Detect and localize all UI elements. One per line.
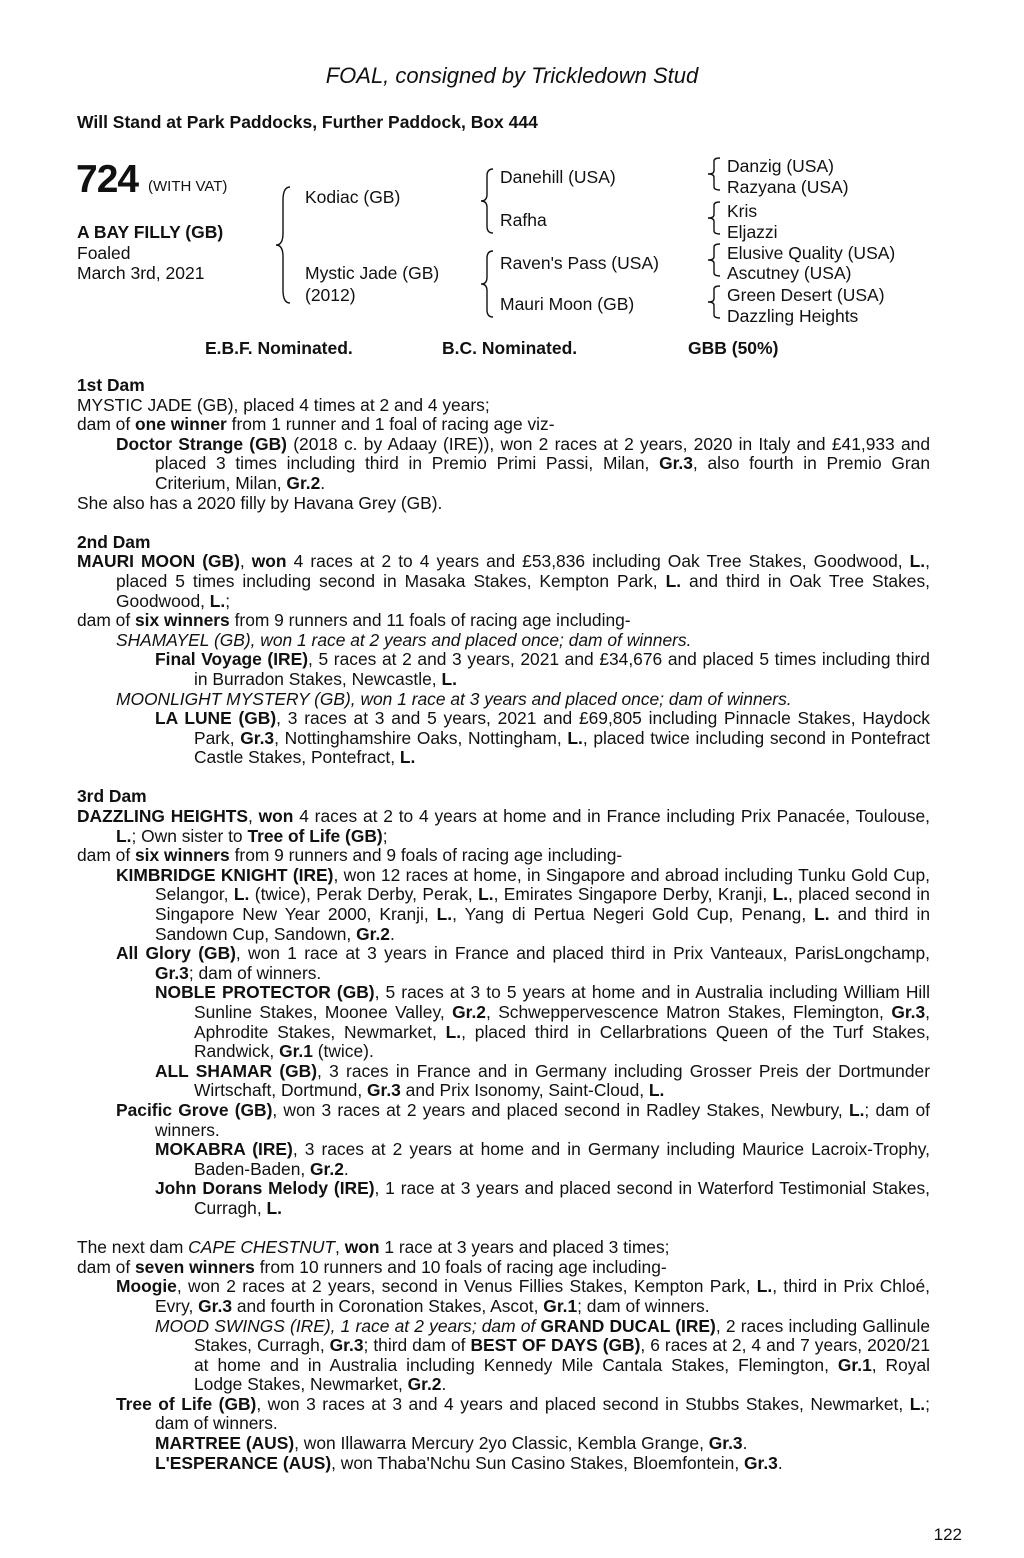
- entry-text: She also has a 2020 filly by Havana Grey (GB).: [77, 492, 443, 513]
- entry-text: Gr.2: [356, 923, 390, 944]
- bc-nomination: B.C. Nominated.: [442, 338, 578, 358]
- dam-year: (2012): [305, 285, 356, 305]
- page-title: FOAL, consigned by Trickledown Stud: [325, 63, 699, 88]
- entry-text: (twice).: [312, 1041, 374, 1062]
- sire-sire: Danehill (USA): [500, 167, 616, 187]
- entry-text: SHAMAYEL (GB), won 1 race at 2 years and placed once; dam of winners.: [116, 629, 692, 650]
- entry-text: .: [389, 923, 395, 944]
- pedigree-entry: [77, 650, 930, 689]
- entry-text: dam of: [77, 610, 135, 631]
- entry-text: won: [251, 551, 287, 572]
- entry-text: Gr.3: [659, 453, 693, 474]
- brace-ggp-4: [708, 285, 720, 319]
- pedigree-entry: [77, 1179, 930, 1218]
- entry-text: , 3 races in France and in Germany including Grosser Preis der Dortmunder Wirtschaft, Dortmund,: [194, 1060, 930, 1101]
- entry-text: L.: [848, 1099, 865, 1120]
- entry-text: Gr.2: [286, 472, 321, 493]
- entry-text: LA LUNE (GB): [155, 708, 277, 729]
- entry-text: L.: [445, 1021, 462, 1042]
- entry-text: , 2 races including Gallinule Stakes, Curragh,: [194, 1315, 930, 1356]
- entry-text: , Yang di Pertua Negeri Gold Cup, Penang,: [452, 904, 815, 925]
- entry-text: and third in Sandown Cup, Sandown,: [155, 904, 930, 944]
- entry-text: L'ESPERANCE (AUS): [155, 1452, 332, 1473]
- entry-text: , 6 races at 2, 4 and 7 years, 2020/21 at home and in Australia including Kennedy Mile Cantala Stakes, Flemington,: [194, 1335, 930, 1375]
- foaled-label: Foaled: [77, 243, 131, 263]
- entry-text: ; Own sister to: [131, 825, 248, 846]
- entry-text: from 9 runners and 9 foals of racing age including-: [229, 845, 623, 866]
- entry-text: L.: [909, 1393, 926, 1414]
- entry-text: Gr.1: [837, 1354, 872, 1375]
- ggp-2: Razyana (USA): [727, 177, 849, 197]
- entry-text: Final Voyage (IRE): [155, 649, 308, 670]
- pedigree-entry: [77, 1434, 930, 1454]
- pedigree-entry: [77, 415, 930, 435]
- ggp-3: Kris: [727, 201, 758, 221]
- entry-text: Doctor Strange (GB): [116, 433, 287, 454]
- ggp-7: Green Desert (USA): [727, 285, 885, 305]
- entry-text: , won 3 races at 2 years and placed second in Radley Stakes, Newbury,: [272, 1099, 849, 1120]
- entry-text: MOKABRA (IRE): [155, 1139, 293, 1160]
- entry-text: ; dam of winners.: [188, 962, 322, 983]
- ggp-8: Dazzling Heights: [727, 306, 859, 326]
- entry-text: , 3 races at 3 and 5 years, 2021 and £69,805 including Pinnacle Stakes, Haydock Park,: [194, 708, 930, 748]
- pedigree-entry: [77, 690, 930, 710]
- pedigree-entry: [77, 1140, 930, 1179]
- entry-text: (twice), Perak Derby, Perak,: [249, 884, 479, 905]
- entry-text: L.: [116, 825, 132, 846]
- entry-text: , 1 race at 3 years and placed second in Waterford Testimonial Stakes, Curragh,: [194, 1178, 930, 1218]
- entry-text: L.: [756, 1276, 773, 1297]
- entry-text: ;: [225, 590, 231, 611]
- entry-text: , won 12 races at home, in Singapore and abroad including Tunku Gold Cup, Selangor,: [155, 864, 930, 905]
- stand-location: Will Stand at Park Paddocks, Further Paddock, Box 444: [77, 112, 538, 132]
- entry-text: won: [344, 1237, 380, 1258]
- entry-text: from 9 runners and 11 foals of racing age including-: [229, 610, 631, 631]
- entry-text: ;: [382, 825, 388, 846]
- entry-text: (2018 c. by Adaay (IRE)), won 2 races at 2 years, 2020 in Italy and £41,933 and placed 3 times including third in Premio Primi Passi, Milan,: [155, 433, 930, 474]
- entry-text: L.: [814, 904, 830, 925]
- entry-text: dam of: [77, 1256, 135, 1277]
- dam-section: [77, 1238, 930, 1473]
- entry-text: , 5 races at 2 and 3 years, 2021 and £34,676 and placed 5 times including third in Burradon Stakes, Newcastle,: [194, 649, 930, 689]
- pedigree-entry: [77, 1101, 930, 1140]
- pedigree-entry: [77, 1062, 930, 1101]
- entry-text: GRAND DUCAL (IRE): [540, 1315, 716, 1336]
- section-heading: 1st Dam: [77, 375, 145, 395]
- entry-text: , Royal Lodge Stakes, Newmarket,: [194, 1354, 931, 1395]
- entry-text: , placed 5 times including second in Masaka Stakes, Kempton Park,: [116, 551, 930, 591]
- entry-text: , 3 races at 2 years at home and in Germany including Maurice Lacroix-Trophy, Baden-Baden,: [194, 1139, 930, 1179]
- entry-text: L.: [478, 884, 494, 905]
- entry-text: Gr.3: [240, 727, 275, 748]
- entry-text: .: [742, 1433, 748, 1454]
- entry-text: , placed second in Singapore New Year 2000, Kranji,: [155, 884, 930, 925]
- entry-text: ; dam of winners.: [155, 1393, 930, 1434]
- entry-text: seven winners: [135, 1256, 255, 1277]
- entry-text: 4 races at 2 to 4 years and £53,836 including Oak Tree Stakes, Goodwood,: [286, 551, 910, 572]
- entry-text: MOONLIGHT MYSTERY (GB), won 1 race at 3 years and placed once; dam of winners.: [116, 688, 792, 709]
- section-heading: 3rd Dam: [77, 786, 147, 807]
- gbb-note: GBB (50%): [688, 338, 779, 358]
- family-notes: [77, 376, 930, 1493]
- entry-text: , Aphrodite Stakes, Newmarket,: [194, 1002, 930, 1042]
- entry-text: Gr.2: [310, 1158, 344, 1179]
- entry-text: ,: [239, 551, 252, 572]
- ggp-6: Ascutney (USA): [727, 263, 852, 283]
- entry-text: NOBLE PROTECTOR (GB): [155, 982, 375, 1003]
- entry-text: ,: [335, 1237, 345, 1258]
- vat-note: (WITH VAT): [148, 178, 228, 195]
- entry-text: L.: [399, 747, 416, 768]
- brace-ggp-1: [708, 157, 720, 191]
- entry-text: ; dam of winners.: [155, 1099, 930, 1140]
- entry-text: MYSTIC JADE (GB), placed 4 times at 2 and 4 years;: [77, 394, 490, 415]
- entry-text: .: [343, 1158, 349, 1179]
- brace-sire: [481, 168, 493, 234]
- pedigree-entry: [77, 866, 930, 944]
- entry-text: Moogie: [116, 1276, 177, 1297]
- entry-text: , also fourth in Premio Gran Criterium, Milan,: [155, 453, 930, 493]
- entry-text: , third in Prix Chloé, Evry,: [155, 1276, 930, 1316]
- entry-text: , won 3 races at 3 and 4 years and placed second in Stubbs Stakes, Newmarket,: [256, 1393, 910, 1414]
- entry-text: CAPE CHESTNUT: [188, 1237, 336, 1258]
- ggp-4: Eljazzi: [727, 222, 778, 242]
- entry-text: Pacific Grove (GB): [116, 1099, 273, 1120]
- brace-ggp-3: [708, 243, 720, 277]
- pedigree-entry: [77, 807, 930, 846]
- dam-section: [77, 376, 930, 513]
- brace-main: [276, 186, 290, 304]
- entry-text: Gr.3: [198, 1295, 232, 1316]
- entry-text: L.: [648, 1080, 665, 1101]
- entry-text: L.: [436, 904, 453, 925]
- pedigree-entry: [77, 1258, 930, 1278]
- entry-text: , Emirates Singapore Derby, Kranji,: [493, 884, 773, 905]
- entry-text: Tree of Life (GB): [247, 825, 383, 846]
- pedigree-entry: [77, 1454, 930, 1474]
- pedigree-entry: [77, 1395, 930, 1434]
- sire: Kodiac (GB): [305, 187, 401, 207]
- entry-text: six winners: [135, 845, 230, 866]
- entry-text: Gr.3: [744, 1452, 778, 1473]
- pedigree-entry: [77, 1277, 930, 1316]
- entry-text: BEST OF DAYS (GB): [470, 1335, 641, 1356]
- entry-text: MARTREE (AUS): [155, 1433, 295, 1454]
- entry-text: L.: [266, 1197, 282, 1218]
- pedigree-entry: [77, 396, 930, 416]
- entry-text: ; dam of winners.: [577, 1295, 710, 1316]
- entry-text: MAURI MOON (GB): [77, 551, 240, 572]
- dam-section: [77, 787, 930, 1218]
- entry-text: from 1 runner and 1 foal of racing age viz-: [226, 414, 555, 435]
- entry-text: , placed third in Cellarbrations Queen of the Turf Stakes, Randwick,: [194, 1021, 930, 1062]
- entry-text: Gr.3: [708, 1433, 743, 1454]
- dam-dam: Mauri Moon (GB): [500, 294, 635, 314]
- entry-text: .: [320, 472, 326, 493]
- entry-text: Tree of Life (GB): [116, 1393, 257, 1414]
- entry-text: Gr.1: [279, 1041, 313, 1062]
- lot-number: 724: [76, 158, 139, 201]
- entry-text: , 5 races at 3 to 5 years at home and in Australia including William Hill Sunline Stakes, Moonee Valley,: [194, 982, 930, 1022]
- entry-text: L.: [909, 551, 926, 572]
- entry-text: 1 race at 3 years and placed 3 times;: [379, 1237, 670, 1258]
- entry-text: and Prix Isonomy, Saint-Cloud,: [400, 1080, 649, 1101]
- entry-text: dam of: [77, 845, 135, 866]
- entry-text: .: [441, 1374, 447, 1395]
- entry-text: Gr.3: [366, 1080, 401, 1101]
- entry-text: and fourth in Coronation Stakes, Ascot,: [232, 1295, 544, 1316]
- entry-text: one winner: [135, 414, 227, 435]
- entry-text: KIMBRIDGE KNIGHT (IRE): [116, 864, 334, 885]
- pedigree-entry: [77, 983, 930, 1061]
- entry-text: , Nottinghamshire Oaks, Nottingham,: [274, 727, 568, 748]
- dam-sire: Raven's Pass (USA): [500, 253, 659, 273]
- entry-text: dam of: [77, 414, 135, 435]
- lot-name: A BAY FILLY (GB): [77, 222, 224, 242]
- pedigree-entry: [77, 944, 930, 983]
- entry-text: L.: [209, 590, 226, 611]
- entry-text: Gr.3: [155, 962, 189, 983]
- entry-text: Gr.2: [452, 1002, 486, 1022]
- pedigree-entry: [77, 1238, 930, 1258]
- entry-text: six winners: [135, 610, 230, 631]
- entry-text: , placed twice including second in Pontefract Castle Stakes, Pontefract,: [194, 727, 931, 768]
- entry-text: and third in Oak Tree Stakes, Goodwood,: [116, 570, 930, 611]
- section-heading: 2nd Dam: [77, 531, 151, 552]
- brace-dam: [481, 250, 493, 318]
- entry-text: , won Thaba'Nchu Sun Casino Stakes, Bloemfontein,: [331, 1452, 745, 1473]
- entry-text: L.: [233, 884, 250, 905]
- pedigree-entry: [77, 631, 930, 651]
- pedigree-entry: [77, 709, 930, 768]
- entry-text: ; third dam of: [363, 1335, 471, 1356]
- pedigree-entry: [77, 552, 930, 611]
- sire-dam: Rafha: [500, 210, 547, 230]
- entry-text: ,: [248, 806, 259, 827]
- entry-text: L.: [665, 570, 682, 591]
- ggp-5: Elusive Quality (USA): [727, 243, 896, 263]
- brace-ggp-2: [708, 201, 720, 235]
- entry-text: Gr.3: [891, 1002, 926, 1022]
- dam-section: [77, 533, 930, 768]
- entry-text: The next dam: [77, 1237, 189, 1258]
- entry-text: L.: [441, 668, 457, 689]
- pedigree-entry: [77, 1317, 930, 1395]
- entry-text: ALL SHAMAR (GB): [155, 1060, 318, 1081]
- entry-text: , Schweppervescence Matron Stakes, Flemington,: [485, 1002, 892, 1022]
- entry-text: L.: [567, 727, 583, 748]
- page-number: 122: [933, 1525, 962, 1544]
- entry-text: , won 2 races at 2 years, second in Venus Fillies Stakes, Kempton Park,: [176, 1276, 757, 1297]
- pedigree-entry: [77, 494, 930, 514]
- entry-text: L.: [772, 884, 789, 905]
- pedigree-entry: [77, 846, 930, 866]
- entry-text: Gr.3: [329, 1335, 364, 1356]
- foaled-date: March 3rd, 2021: [77, 263, 205, 283]
- entry-text: MOOD SWINGS (IRE), 1 race at 2 years; dam of: [155, 1315, 541, 1336]
- ggp-1: Danzig (USA): [727, 156, 834, 176]
- entry-text: , won 1 race at 3 years in France and placed third in Prix Vanteaux, ParisLongchamp,: [235, 943, 930, 964]
- entry-text: John Dorans Melody (IRE): [155, 1178, 375, 1199]
- entry-text: from 10 runners and 10 foals of racing age including-: [254, 1256, 667, 1277]
- entry-text: Gr.2: [407, 1374, 442, 1395]
- entry-text: DAZZLING HEIGHTS: [77, 806, 248, 827]
- entry-text: won: [258, 806, 294, 827]
- entry-text: 4 races at 2 to 4 years at home and in France including Prix Panacée, Toulouse,: [293, 806, 930, 827]
- dam: Mystic Jade (GB): [305, 263, 440, 283]
- entry-text: , won Illawarra Mercury 2yo Classic, Kembla Grange,: [294, 1433, 709, 1454]
- entry-text: All Glory (GB): [116, 943, 236, 964]
- ebf-nomination: E.B.F. Nominated.: [205, 338, 353, 358]
- entry-text: .: [777, 1452, 783, 1473]
- pedigree-entry: [77, 611, 930, 631]
- entry-text: Gr.1: [543, 1295, 578, 1316]
- pedigree-entry: [77, 435, 930, 494]
